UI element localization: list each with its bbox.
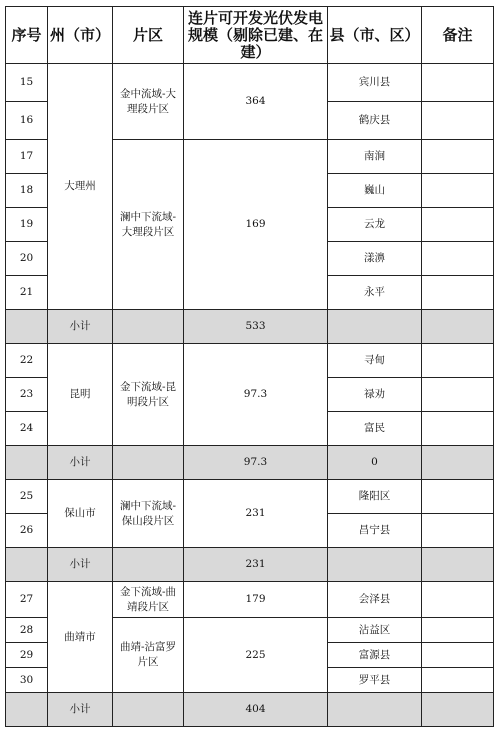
zone-cell: 曲靖-沾富罗片区 <box>113 618 184 693</box>
subtotal-capacity: 97.3 <box>184 446 328 480</box>
subtotal-label: 小计 <box>48 446 113 480</box>
seq-cell: 28 <box>6 618 48 643</box>
zone-cell <box>113 310 184 344</box>
zone-cell: 金下流域-曲靖段片区 <box>113 582 184 618</box>
county-cell: 禄劝 <box>328 378 422 412</box>
county-cell: 罗平县 <box>328 668 422 693</box>
table-row <box>6 480 494 514</box>
note-cell <box>422 514 494 548</box>
zone-cell: 澜中下流域-保山段片区 <box>113 480 184 548</box>
prefecture-cell: 保山市 <box>48 480 113 548</box>
note-cell <box>422 480 494 514</box>
note-cell <box>422 643 494 668</box>
seq-cell: 15 <box>6 64 48 102</box>
zone-cell: 澜中下流域-大理段片区 <box>113 140 184 310</box>
subtotal-row <box>6 548 494 582</box>
header-prefecture: 州（市） <box>48 7 113 64</box>
note-cell <box>422 174 494 208</box>
seq-cell: 24 <box>6 412 48 446</box>
county-cell: 昌宁县 <box>328 514 422 548</box>
county-cell: 隆阳区 <box>328 480 422 514</box>
county-cell: 富民 <box>328 412 422 446</box>
note-cell <box>422 618 494 643</box>
capacity-cell: 231 <box>184 480 328 548</box>
seq-cell: 16 <box>6 102 48 140</box>
county-cell <box>328 310 422 344</box>
capacity-cell: 169 <box>184 140 328 310</box>
county-cell <box>328 693 422 727</box>
county-cell: 巍山 <box>328 174 422 208</box>
subtotal-label: 小计 <box>48 693 113 727</box>
capacity-cell: 364 <box>184 64 328 140</box>
prefecture-cell: 大理州 <box>48 64 113 310</box>
capacity-cell: 179 <box>184 582 328 618</box>
note-cell <box>422 582 494 618</box>
capacity-cell: 225 <box>184 618 328 693</box>
note-cell <box>422 378 494 412</box>
seq-cell: 18 <box>6 174 48 208</box>
header-seq: 序号 <box>6 7 48 64</box>
seq-cell: 19 <box>6 208 48 242</box>
header-capacity: 连片可开发光伏发电规模（剔除已建、在建） <box>184 7 328 64</box>
subtotal-row <box>6 446 494 480</box>
note-cell <box>422 412 494 446</box>
table-row <box>6 582 494 618</box>
subtotal-label: 小计 <box>48 310 113 344</box>
county-cell: 南涧 <box>328 140 422 174</box>
seq-cell: 30 <box>6 668 48 693</box>
zone-cell: 金下流域-昆明段片区 <box>113 344 184 446</box>
seq-cell <box>6 548 48 582</box>
header-zone: 片区 <box>113 7 184 64</box>
seq-cell: 25 <box>6 480 48 514</box>
county-cell: 宾川县 <box>328 64 422 102</box>
note-cell <box>422 446 494 480</box>
capacity-table <box>5 6 494 727</box>
note-cell <box>422 548 494 582</box>
seq-cell: 29 <box>6 643 48 668</box>
seq-cell: 20 <box>6 242 48 276</box>
subtotal-county: 0 <box>328 446 422 480</box>
note-cell <box>422 668 494 693</box>
county-cell: 漾濞 <box>328 242 422 276</box>
zone-cell: 金中流域-大理段片区 <box>113 64 184 140</box>
header-note: 备注 <box>422 7 494 64</box>
note-cell <box>422 310 494 344</box>
seq-cell <box>6 693 48 727</box>
subtotal-label: 小计 <box>48 548 113 582</box>
county-cell: 云龙 <box>328 208 422 242</box>
seq-cell <box>6 310 48 344</box>
zone-cell <box>113 693 184 727</box>
county-cell: 富源县 <box>328 643 422 668</box>
prefecture-cell: 昆明 <box>48 344 113 446</box>
seq-cell: 21 <box>6 276 48 310</box>
prefecture-cell: 曲靖市 <box>48 582 113 693</box>
zone-cell <box>113 446 184 480</box>
county-cell: 永平 <box>328 276 422 310</box>
seq-cell: 22 <box>6 344 48 378</box>
subtotal-capacity: 404 <box>184 693 328 727</box>
note-cell <box>422 102 494 140</box>
seq-cell <box>6 446 48 480</box>
capacity-cell: 97.3 <box>184 344 328 446</box>
note-cell <box>422 344 494 378</box>
note-cell <box>422 64 494 102</box>
seq-cell: 17 <box>6 140 48 174</box>
subtotal-row <box>6 693 494 727</box>
seq-cell: 27 <box>6 582 48 618</box>
note-cell <box>422 140 494 174</box>
table-row <box>6 64 494 102</box>
county-cell: 鹤庆县 <box>328 102 422 140</box>
header-row <box>6 7 494 64</box>
note-cell <box>422 208 494 242</box>
seq-cell: 26 <box>6 514 48 548</box>
header-county: 县（市、区） <box>328 7 422 64</box>
note-cell <box>422 693 494 727</box>
note-cell <box>422 242 494 276</box>
note-cell <box>422 276 494 310</box>
zone-cell <box>113 548 184 582</box>
county-cell: 沾益区 <box>328 618 422 643</box>
county-cell <box>328 548 422 582</box>
seq-cell: 23 <box>6 378 48 412</box>
table-row <box>6 344 494 378</box>
subtotal-capacity: 533 <box>184 310 328 344</box>
county-cell: 寻甸 <box>328 344 422 378</box>
subtotal-capacity: 231 <box>184 548 328 582</box>
county-cell: 会泽县 <box>328 582 422 618</box>
subtotal-row <box>6 310 494 344</box>
